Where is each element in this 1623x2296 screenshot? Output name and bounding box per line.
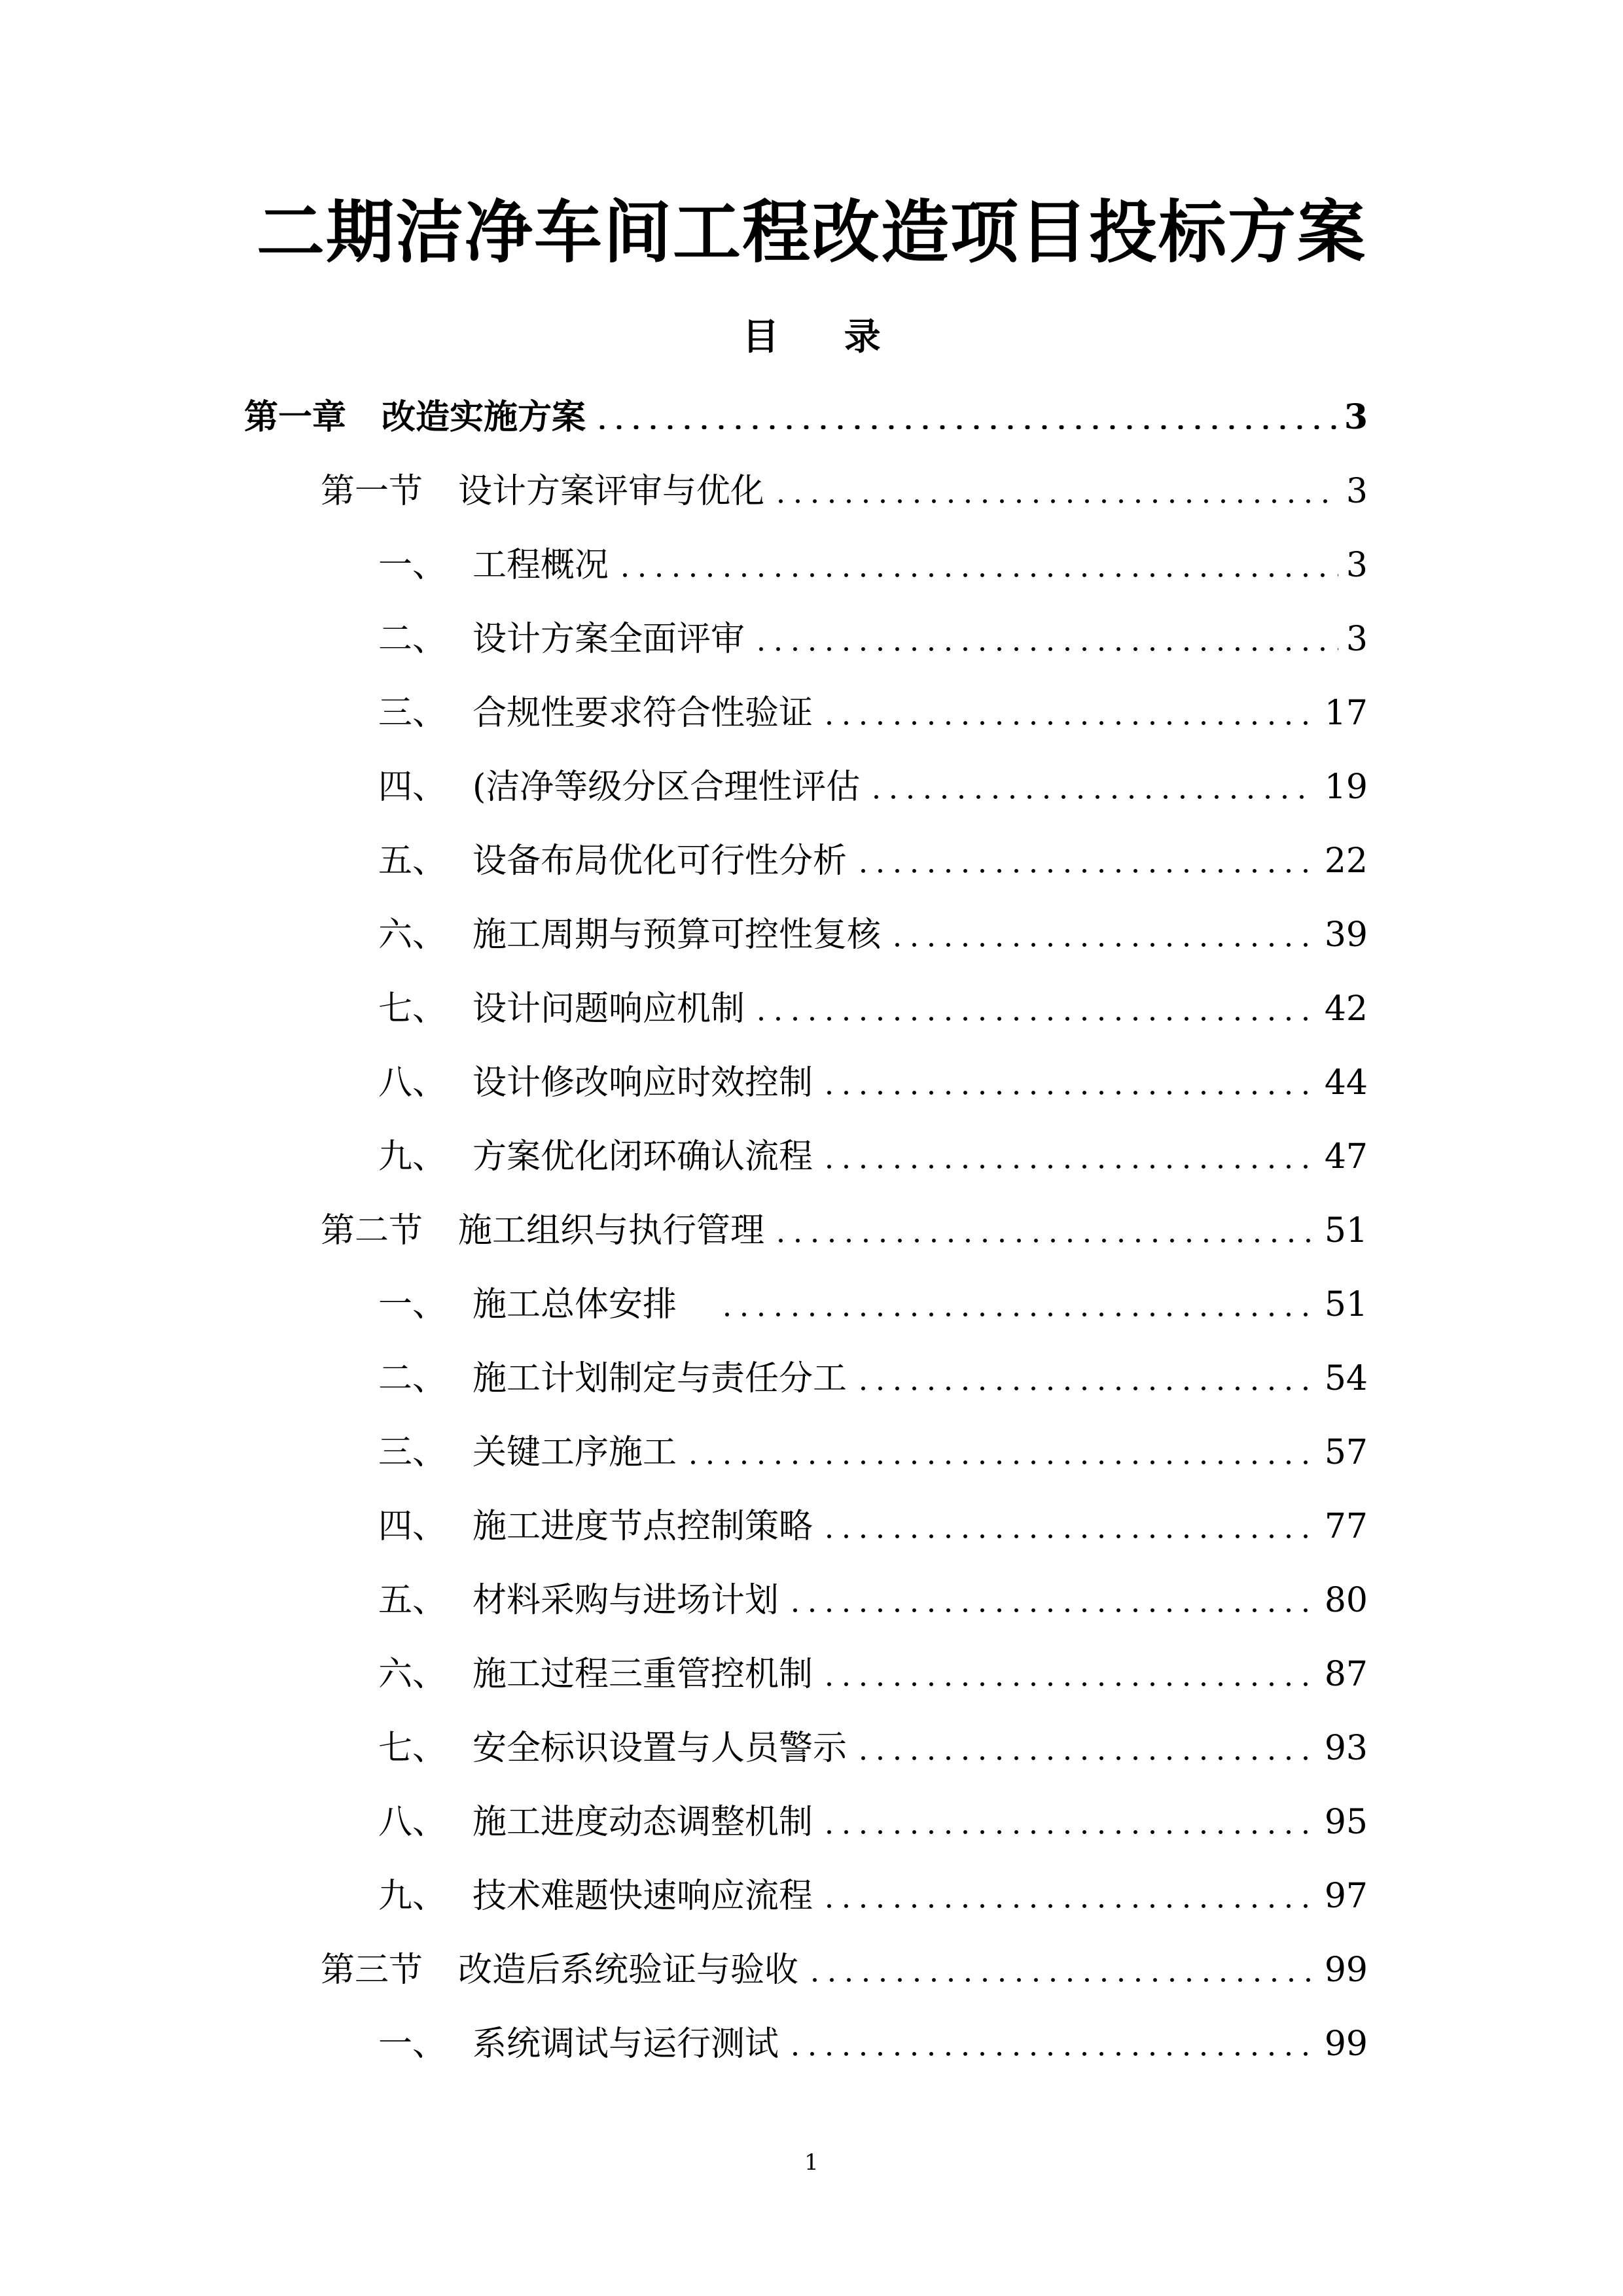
toc-entry-number: 六、 — [378, 1655, 447, 1694]
toc-entry-item[interactable] — [378, 534, 1368, 597]
toc-entry-number: 二、 — [378, 620, 447, 659]
toc-entry-page: 99 — [1324, 2024, 1368, 2064]
toc-entry-item[interactable] — [378, 2013, 1368, 2075]
toc-entry-label: 合规性要求符合性验证 — [473, 694, 813, 733]
dot-leader — [753, 978, 1317, 1040]
toc-entry-item[interactable] — [378, 682, 1368, 745]
dot-leader — [806, 1939, 1317, 2002]
toc-entry-page: 47 — [1324, 1137, 1368, 1176]
toc-entry-label: 技术难题快速响应流程 — [473, 1877, 813, 1916]
toc-entry-page: 3 — [1346, 620, 1368, 659]
toc-entry-number: 一、 — [378, 2024, 447, 2064]
dot-leader — [616, 534, 1338, 597]
toc-entry-label: 设计修改响应时效控制 — [473, 1063, 813, 1103]
toc-entry-page: 22 — [1324, 841, 1368, 881]
toc-entry-label: (洁净等级分区合理性评估 — [473, 768, 861, 807]
dot-leader — [821, 1791, 1317, 1854]
toc-entry-page: 87 — [1324, 1655, 1368, 1694]
toc-entry-item[interactable] — [378, 1125, 1368, 1188]
toc-entry-page: 99 — [1324, 1951, 1368, 1990]
toc-entry-item[interactable] — [378, 1569, 1368, 1632]
toc-entry-page: 3 — [1346, 472, 1368, 511]
toc-entry-label: 施工计划制定与责任分工 — [473, 1359, 847, 1398]
toc-entry-section-1[interactable] — [321, 460, 1368, 523]
toc-entry-number: 八、 — [378, 1063, 447, 1103]
toc-entry-item[interactable] — [378, 904, 1368, 966]
document-title: 二期洁净车间工程改造项目投标方案 — [256, 192, 1366, 272]
toc-entry-label: 设计方案全面评审 — [473, 620, 745, 659]
toc-entry-number: 五、 — [378, 841, 447, 881]
dot-leader — [719, 1273, 1317, 1336]
dot-leader — [855, 1347, 1317, 1410]
dot-leader — [594, 386, 1336, 449]
toc-entry-section-3[interactable] — [321, 1939, 1368, 2002]
toc-entry-label: 安全标识设置与人员警示 — [473, 1729, 847, 1768]
toc-entry-page: 97 — [1324, 1877, 1368, 1916]
toc-entry-label: 施工进度动态调整机制 — [473, 1803, 813, 1842]
toc-entry-page: 80 — [1324, 1581, 1368, 1620]
dot-leader — [889, 904, 1317, 966]
toc-entry-page: 77 — [1324, 1507, 1368, 1546]
toc-entry-label: 工程概况 — [473, 546, 609, 585]
toc-entry-number: 第三节 — [321, 1951, 423, 1990]
toc-entry-item[interactable] — [378, 978, 1368, 1040]
toc-entry-item[interactable] — [378, 1051, 1368, 1114]
toc-entry-item[interactable] — [378, 1347, 1368, 1410]
toc-entry-page: 19 — [1324, 768, 1368, 807]
toc-entry-item[interactable] — [378, 1643, 1368, 1706]
toc-entry-page: 54 — [1324, 1359, 1368, 1398]
dot-leader — [772, 1199, 1317, 1262]
toc-entry-label: 施工总体安排 — [473, 1285, 677, 1324]
dot-leader — [772, 460, 1338, 523]
toc-entry-label: 设计方案评审与优化 — [458, 472, 765, 511]
toc-entry-item[interactable] — [378, 1495, 1368, 1558]
toc-entry-page: 42 — [1324, 989, 1368, 1029]
toc-entry-label: 施工过程三重管控机制 — [473, 1655, 813, 1694]
toc-entry-page: 51 — [1324, 1211, 1368, 1250]
dot-leader — [821, 1643, 1317, 1706]
toc-entry-number: 一、 — [378, 546, 447, 585]
toc-entry-item[interactable] — [378, 1273, 1368, 1336]
dot-leader — [821, 1125, 1317, 1188]
toc-entry-page: 3 — [1346, 546, 1368, 585]
toc-entry-number: 二、 — [378, 1359, 447, 1398]
dot-leader — [821, 1051, 1317, 1114]
toc-entry-item[interactable] — [378, 1421, 1368, 1484]
toc-entry-item[interactable] — [378, 608, 1368, 671]
toc-entry-label: 方案优化闭环确认流程 — [473, 1137, 813, 1176]
dot-leader — [787, 2013, 1317, 2075]
toc-entry-page: 57 — [1324, 1433, 1368, 1472]
dot-leader — [787, 1569, 1317, 1632]
toc-entry-item[interactable] — [378, 756, 1368, 819]
toc-entry-label: 施工组织与执行管理 — [458, 1211, 765, 1250]
toc-entry-page: 3 — [1344, 397, 1368, 437]
toc-entry-number: 四、 — [378, 1507, 447, 1546]
dot-leader — [821, 682, 1317, 745]
toc-entry-label: 材料采购与进场计划 — [473, 1581, 779, 1620]
toc-entry-number: 第二节 — [321, 1211, 423, 1250]
toc-entry-number: 四、 — [378, 768, 447, 807]
toc-entry-page: 51 — [1324, 1285, 1368, 1324]
toc-entry-number: 一、 — [378, 1285, 447, 1324]
toc-entry-number: 三、 — [378, 694, 447, 733]
toc-entry-section-2[interactable] — [321, 1199, 1368, 1262]
dot-leader — [821, 1865, 1317, 1928]
toc-entry-label: 关键工序施工 — [473, 1433, 677, 1472]
toc-entry-item[interactable] — [378, 1865, 1368, 1928]
toc-entry-label: 改造实施方案 — [382, 397, 586, 437]
toc-entry-number: 七、 — [378, 1729, 447, 1768]
toc-entry-label: 系统调试与运行测试 — [473, 2024, 779, 2064]
toc-entry-label: 改造后系统验证与验收 — [458, 1951, 799, 1990]
toc-entry-chapter-1[interactable] — [244, 386, 1368, 449]
page-number: 1 — [804, 2149, 819, 2176]
toc-entry-label: 设计问题响应机制 — [473, 989, 745, 1029]
toc-entry-page: 93 — [1324, 1729, 1368, 1768]
toc-entry-page: 17 — [1324, 694, 1368, 733]
toc-entry-number: 六、 — [378, 915, 447, 955]
toc-entry-number: 七、 — [378, 989, 447, 1029]
dot-leader — [868, 756, 1317, 819]
toc-entry-number: 第一章 — [244, 397, 347, 437]
toc-entry-item[interactable] — [378, 830, 1368, 892]
toc-entry-label: 施工周期与预算可控性复核 — [473, 915, 882, 955]
dot-leader — [685, 1421, 1317, 1484]
toc-entry-page: 95 — [1324, 1803, 1368, 1842]
toc-entry-number: 九、 — [378, 1137, 447, 1176]
toc-entry-label: 施工进度节点控制策略 — [473, 1507, 813, 1546]
toc-entry-item[interactable] — [378, 1791, 1368, 1854]
dot-leader — [855, 830, 1317, 892]
table-of-contents — [0, 386, 1623, 2100]
toc-entry-item[interactable] — [378, 1717, 1368, 1780]
dot-leader — [855, 1717, 1317, 1780]
toc-heading: 目 录 — [742, 315, 907, 359]
toc-entry-number: 九、 — [378, 1877, 447, 1916]
toc-entry-label: 设备布局优化可行性分析 — [473, 841, 847, 881]
toc-entry-number: 第一节 — [321, 472, 423, 511]
toc-entry-number: 三、 — [378, 1433, 447, 1472]
toc-entry-number: 八、 — [378, 1803, 447, 1842]
toc-entry-number: 五、 — [378, 1581, 447, 1620]
toc-entry-page: 44 — [1324, 1063, 1368, 1103]
dot-leader — [821, 1495, 1317, 1558]
dot-leader — [753, 608, 1338, 671]
toc-entry-page: 39 — [1324, 915, 1368, 955]
